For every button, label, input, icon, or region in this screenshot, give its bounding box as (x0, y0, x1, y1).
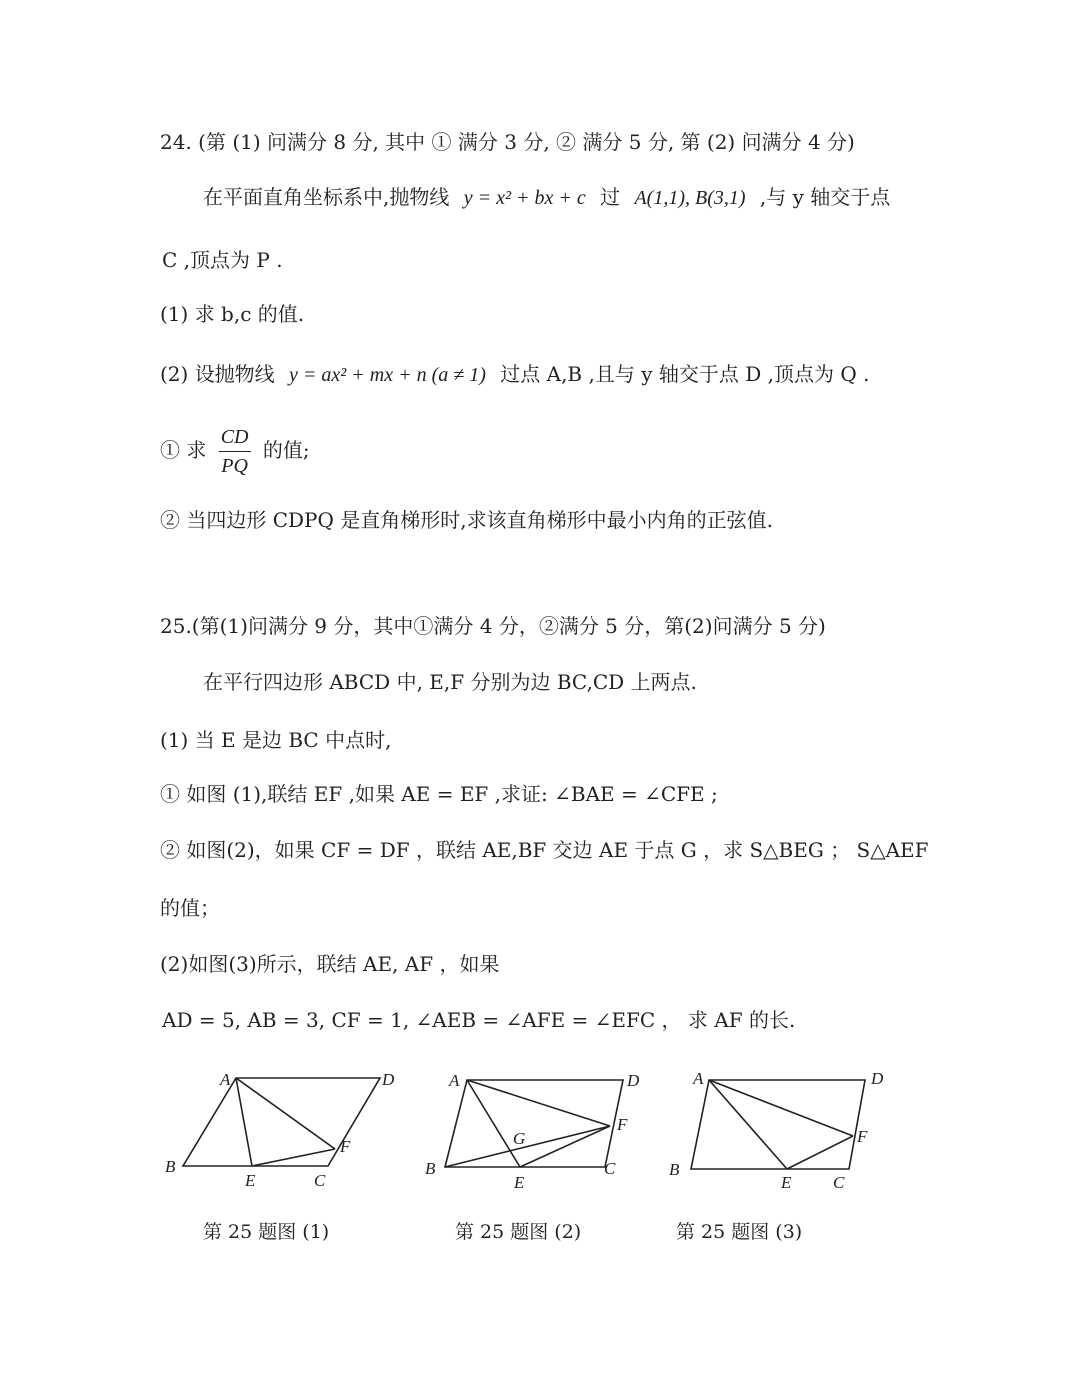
fig3-segment-ef (787, 1136, 853, 1169)
fig3-parallelogram (691, 1080, 865, 1169)
figure-2-caption: 第 25 题图 (2) (455, 1221, 582, 1243)
q25-part1: (1) 当 E 是边 BC 中点时, (160, 728, 392, 752)
fig2-label-g: G (513, 1129, 526, 1148)
fig2-parallelogram (445, 1080, 623, 1167)
q24-part2-equation: y = ax² + mx + n (a ≠ 1) (289, 364, 486, 386)
q24-part2-post: 过点 A,B ,且与 y 轴交于点 D ,顶点为 Q . (500, 362, 870, 386)
fig1-label-a: A (220, 1070, 231, 1089)
fig2-label-e: E (514, 1173, 525, 1192)
q25-part2-condition: AD = 5, AB = 3, CF = 1, ∠AEB = ∠AFE = ∠EFC ， 求 AF 的长. (162, 1008, 796, 1032)
q25-sub2: ② 如图(2)，如果 CF = DF ，联结 AE,BF 交边 AE 于点 G ，求 S△BEG ； S△AEF (160, 838, 929, 862)
fig3-label-a: A (693, 1069, 704, 1088)
q24-sub1-pre: ① 求 (160, 438, 207, 462)
fig2-segment-ef (520, 1126, 610, 1167)
fig2-segment-ae (467, 1080, 520, 1167)
fig2-label-d: D (627, 1071, 640, 1090)
fig1-segment-ef (252, 1149, 335, 1166)
figure-3-caption: 第 25 题图 (3) (676, 1221, 803, 1243)
q24-sub1-post: 的值; (262, 438, 310, 462)
fig1-label-f: F (340, 1137, 351, 1156)
q24-sub1 (160, 420, 310, 480)
q24-part2 (160, 360, 869, 389)
q24-line2: C ,顶点为 P . (162, 248, 283, 272)
q24-intro-mid: 过 (600, 185, 621, 209)
figure-1-caption: 第 25 题图 (1) (203, 1221, 330, 1243)
fig2-segment-bf (445, 1126, 610, 1167)
fig1-parallelogram (183, 1078, 380, 1166)
q25-intro: 在平行四边形 ABCD 中, E,F 分别为边 BC,CD 上两点. (203, 670, 697, 694)
fig1-label-d: D (382, 1070, 395, 1089)
q24-sub1-fraction (219, 425, 251, 478)
fig2-label-a: A (449, 1071, 460, 1090)
fig3-label-f: F (857, 1127, 868, 1146)
q24-intro (203, 183, 890, 212)
figure-2 (415, 1060, 665, 1195)
q24-fraction-denominator: PQ (221, 455, 248, 477)
figure-1 (150, 1060, 410, 1195)
fig2-label-b: B (425, 1159, 436, 1178)
q24-part2-pre: (2) 设抛物线 (160, 362, 275, 386)
fig1-segment-ae (236, 1078, 252, 1166)
fig3-label-b: B (669, 1160, 680, 1179)
fig1-label-c: C (314, 1171, 326, 1190)
figure-3 (665, 1060, 905, 1195)
fig2-label-c: C (604, 1159, 616, 1178)
q25-sub1: ① 如图 (1),联结 EF ,如果 AE = EF ,求证: ∠BAE = ∠CFE ; (160, 782, 718, 806)
fig2-label-f: F (617, 1115, 628, 1134)
q25-part2: (2)如图(3)所示，联结 AE, AF ，如果 (160, 952, 500, 976)
q24-intro-points: A(1,1), B(3,1) (634, 187, 746, 209)
q24-intro-equation: y = x² + bx + c (463, 187, 586, 209)
q25-header: 25.(第(1)问满分 9 分，其中①满分 4 分，②满分 5 分，第(2)问满分 5 分) (160, 614, 826, 638)
q24-fraction-numerator: CD (219, 425, 251, 452)
fig3-label-e: E (781, 1173, 792, 1192)
q24-header: 24. (第 (1) 问满分 8 分, 其中 ① 满分 3 分, ② 满分 5 分, 第 (2) 问满分 4 分) (160, 130, 855, 154)
fig3-label-d: D (871, 1069, 884, 1088)
q24-intro-pre: 在平面直角坐标系中,抛物线 (203, 185, 450, 209)
fig2-segment-af (467, 1080, 610, 1126)
q24-part1: (1) 求 b,c 的值. (160, 302, 305, 326)
q24-intro-post: ,与 y 轴交于点 (759, 185, 891, 209)
fig1-segment-af (236, 1078, 335, 1149)
q25-sub2-cont: 的值； (160, 896, 220, 920)
q24-sub2: ② 当四边形 CDPQ 是直角梯形时,求该直角梯形中最小内角的正弦值. (160, 508, 773, 532)
fig1-label-e: E (245, 1171, 256, 1190)
fig3-segment-af (709, 1080, 853, 1136)
fig3-label-c: C (833, 1173, 845, 1192)
fig3-segment-ae (709, 1080, 787, 1169)
fig1-label-b: B (165, 1157, 176, 1176)
